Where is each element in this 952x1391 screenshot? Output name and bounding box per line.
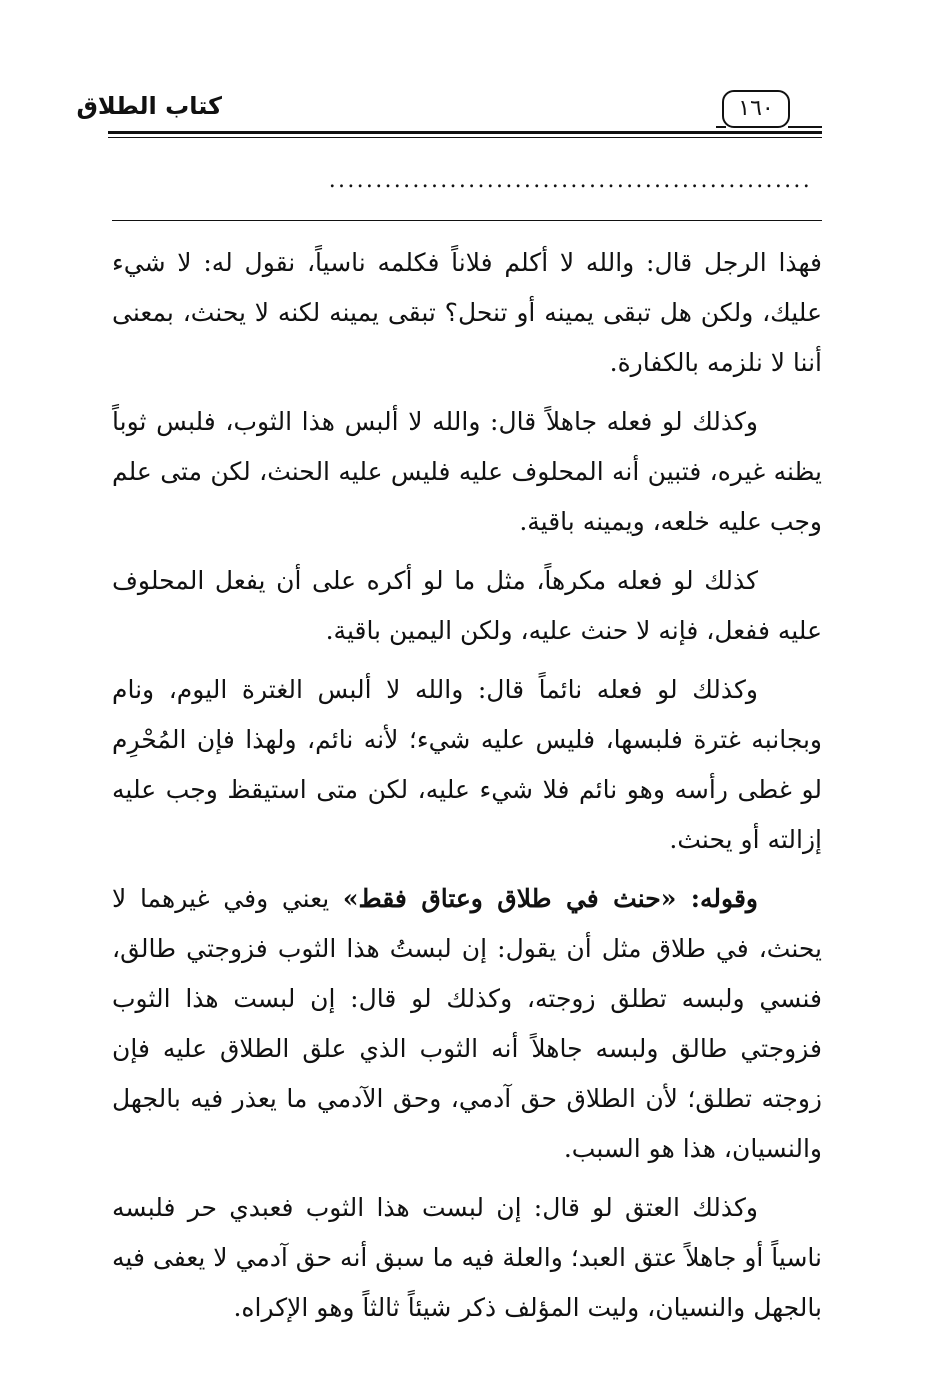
body-text: [112, 238, 822, 1342]
paragraph-4: وكذلك لو فعله نائماً قال: والله لا ألبس الغترة اليوم، ونام وبجانبه غترة فلبسها، فليس عليه شيء؛ لأنه نائم، ولهذا فإن المُحْرِم لو غطى رأسه وهو نائم فلا شيء عليه، لكن متى استيقظ وجب عليه إزالته أو يحنث.: [112, 675, 822, 854]
paragraph-2: وكذلك لو فعله جاهلاً قال: والله لا ألبس هذا الثوب، فلبس ثوباً يظنه غيره، فتبين أنه المحلوف عليه فليس عليه الحنث، لكن متى علم وجب عليه خلعه، ويمينه باقية.: [112, 407, 822, 536]
paragraph-1: فهذا الرجل قال: والله لا أكلم فلاناً فكلمه ناسياً، نقول له: لا شيء عليك، ولكن هل تبقى يمينه أو تنحل؟ تبقى يمينه لكنه لا يحنث، بمعنى أننا لا نلزمه بالكفارة.: [112, 248, 822, 377]
header-rule-thick: [108, 131, 822, 134]
page-number: ١٦٠: [722, 90, 790, 128]
page-number-ornament-left: [716, 126, 726, 128]
book-title: كتاب الطلاق: [76, 92, 222, 120]
paragraph-6: وكذلك العتق لو قال: إن لبست هذا الثوب فعبدي حر فلبسه ناسياً أو جاهلاً عتق العبد؛ والعلة فيه ما سبق أنه حق آدمي لا يعفى فيه بالجهل والنسيان، وليت المؤلف ذكر شيئاً ثالثاً وهو الإكراه.: [112, 1193, 822, 1322]
page-header: [76, 86, 822, 138]
dotted-continuation-line: ....................................................: [328, 168, 812, 193]
section-separator: [112, 220, 822, 221]
paragraph-5: [112, 874, 822, 1174]
quoted-matn: وقوله: «حنث في طلاق وعتاق فقط»: [342, 884, 758, 913]
header-rule-thin: [108, 137, 822, 138]
page-number-ornament-right: [788, 126, 822, 128]
paragraph-3: كذلك لو فعله مكرهاً، مثل ما لو أكره على أن يفعل المحلوف عليه ففعل، فإنه لا حنث عليه، ولكن اليمين باقية.: [112, 566, 822, 645]
paragraph-5-body: يعني وفي غيرهما لا يحنث، في طلاق مثل أن يقول: إن لبستُ هذا الثوب فزوجتي طالق، فنسي ولبسه تطلق زوجته، وكذلك لو قال: إن لبست هذا الثوب فزوجتي طالق ولبسه جاهلاً أنه الثوب الذي علق الطلاق عليه فإن زوجته تطلق؛ لأن الطلاق حق آدمي، وحق الآدمي ما يعذر فيه بالجهل والنسيان، هذا هو السبب.: [112, 884, 822, 1163]
